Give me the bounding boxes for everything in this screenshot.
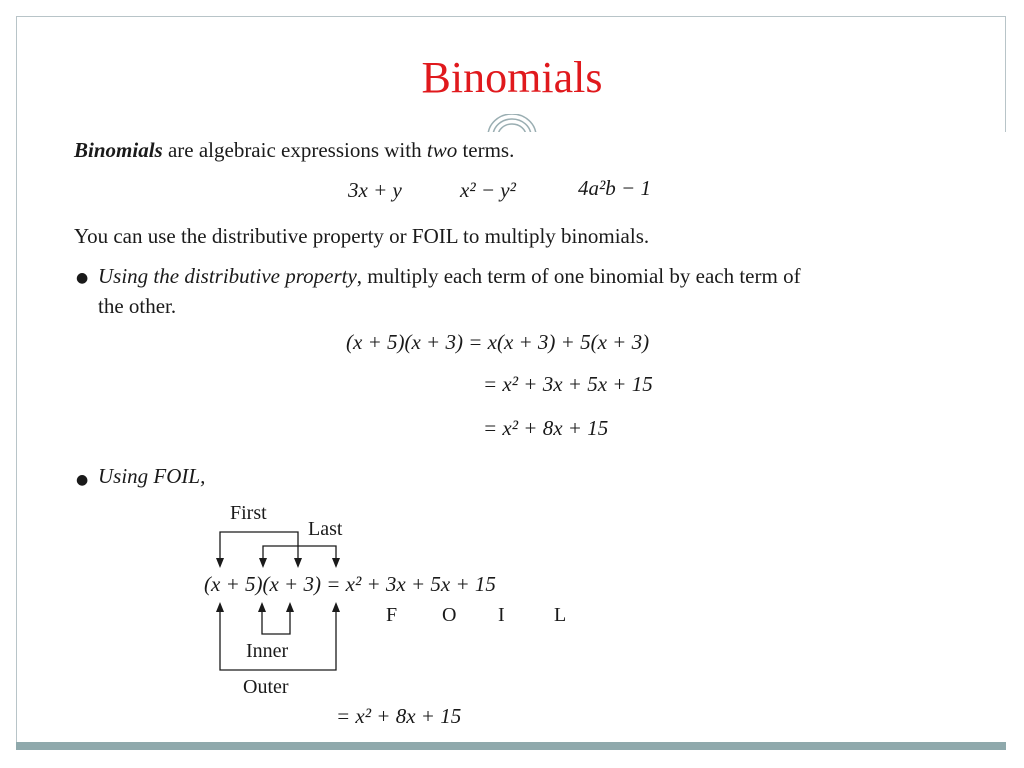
definition-term: Binomials [74, 138, 163, 162]
foil-outer-label: Outer [243, 676, 289, 698]
scanned-textbook-excerpt [18, 132, 1006, 744]
bullet-2-line: Using FOIL, [98, 464, 206, 488]
slide-footer-bar [16, 742, 1006, 750]
distributive-step-2: = x² + 3x + 5x + 15 [483, 372, 653, 396]
bullet-1-line: Using the distributive property, multiply each term of one binomial by each term of [98, 264, 801, 288]
distributive-step-1: (x + 5)(x + 3) = x(x + 3) + 5(x + 3) [346, 330, 650, 354]
bullet-1-continuation: the other. [98, 294, 177, 318]
definition-line: Binomials are algebraic expressions with two terms. [74, 138, 515, 162]
foil-inner-label: Inner [246, 640, 289, 662]
example-2: x² − y² [460, 178, 516, 202]
foil-letter-o: O [442, 604, 457, 626]
bullet-1-marker: ● [76, 270, 89, 286]
example-3: 4a²b − 1 [578, 176, 651, 200]
distributive-step-3: = x² + 8x + 15 [483, 416, 609, 440]
foil-letter-f: F [386, 604, 398, 626]
foil-first-label: First [230, 502, 267, 524]
foil-arrows-diagram [18, 132, 1006, 744]
bullet-2-marker: ● [76, 472, 89, 488]
slide-title: Binomials [421, 53, 603, 102]
foil-result: = x² + 8x + 15 [336, 704, 462, 728]
example-1: 3x + y [348, 178, 402, 202]
foil-equation: (x + 5)(x + 3) = x² + 3x + 5x + 15 [204, 572, 496, 596]
intro-line: You can use the distributive property or FOIL to multiply binomials. [74, 224, 650, 248]
foil-letter-i: I [498, 604, 505, 626]
foil-letter-l: L [554, 604, 567, 626]
foil-last-label: Last [308, 518, 343, 540]
